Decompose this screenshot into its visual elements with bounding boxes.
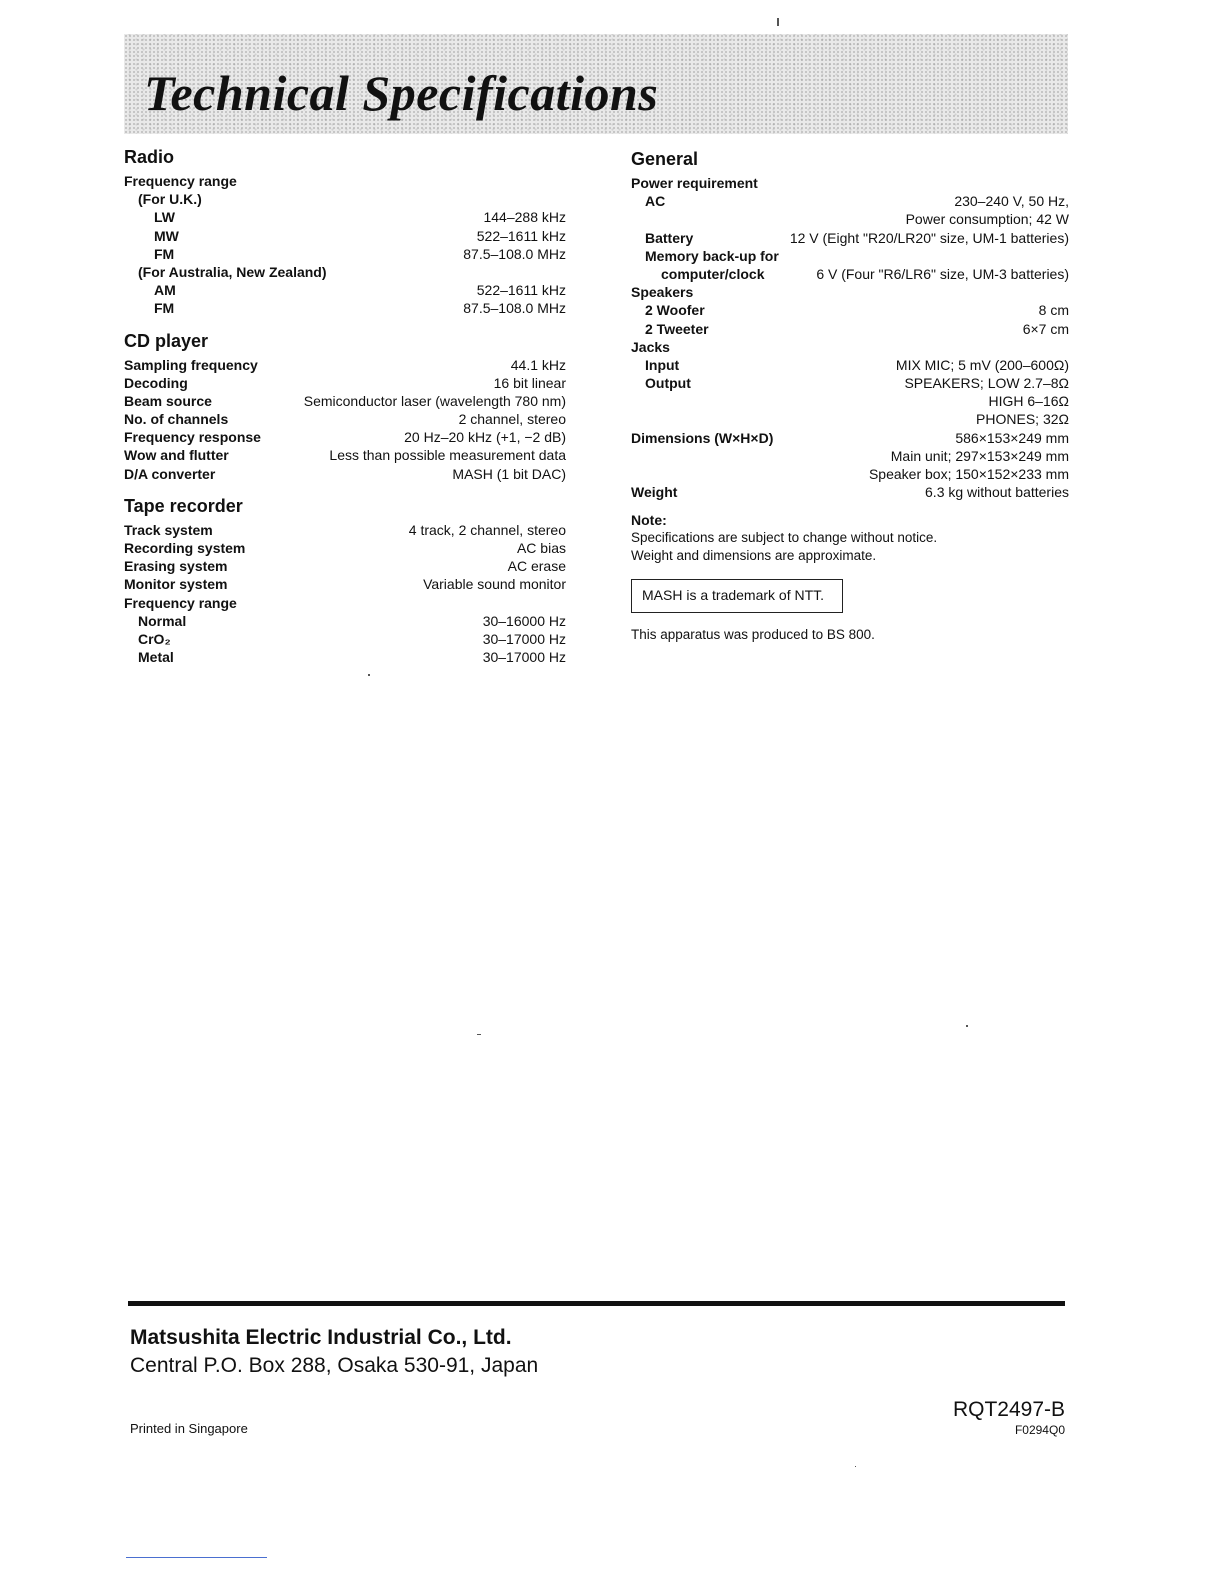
- spec-row: [631, 356, 1069, 374]
- spec-row: [124, 281, 566, 299]
- footer-rule: [128, 1301, 1065, 1306]
- spec-value: 230–240 V, 50 Hz,: [954, 193, 1069, 210]
- tape-recorder-heading: Tape recorder: [124, 495, 243, 516]
- spec-value: 144–288 kHz: [483, 209, 566, 226]
- spec-row: [124, 539, 566, 557]
- spec-value: HIGH 6–16Ω: [988, 393, 1069, 410]
- scan-speck: [966, 1025, 968, 1027]
- spec-row: [631, 320, 1069, 338]
- company-address: Central P.O. Box 288, Osaka 530-91, Japan: [130, 1354, 539, 1377]
- spec-row: [124, 392, 566, 410]
- spec-row: [124, 172, 566, 190]
- spec-label: MW: [154, 227, 179, 244]
- spec-value: 4 track, 2 channel, stereo: [408, 521, 566, 538]
- spec-value: 2 channel, stereo: [458, 411, 566, 428]
- spec-label: Frequency range: [124, 173, 237, 189]
- spec-row: [631, 447, 1069, 465]
- spec-row: [631, 392, 1069, 410]
- trademark-box: [631, 579, 843, 613]
- spec-value: 12 V (Eight "R20/LR20" size, UM-1 batteries): [789, 229, 1069, 246]
- spec-label: Sampling frequency: [124, 356, 258, 373]
- spec-value: SPEAKERS; LOW 2.7–8Ω: [904, 375, 1069, 392]
- spec-value: Less than possible measurement data: [329, 447, 566, 464]
- spec-row: [124, 594, 566, 612]
- spec-value: 87.5–108.0 MHz: [463, 300, 566, 317]
- spec-value: PHONES; 32Ω: [976, 411, 1069, 428]
- spec-value: AC erase: [507, 558, 566, 575]
- spec-value: 87.5–108.0 MHz: [463, 245, 566, 262]
- spec-label: Memory back-up for: [645, 247, 779, 264]
- spec-label: Battery: [645, 229, 694, 246]
- spec-value: 16 bit linear: [493, 374, 566, 391]
- spec-label: Frequency range: [124, 594, 237, 611]
- spec-row: [631, 192, 1069, 210]
- spec-value: 30–17000 Hz: [482, 630, 566, 647]
- spec-label: FM: [154, 300, 175, 317]
- document-subcode: F0294Q0: [1014, 1423, 1065, 1437]
- tape-recorder-spec-list: [124, 521, 566, 667]
- spec-row: [631, 429, 1069, 447]
- spec-value: 30–16000 Hz: [482, 612, 566, 629]
- cd-player-heading: CD player: [124, 330, 209, 351]
- spec-value: Main unit; 297×153×249 mm: [890, 447, 1069, 464]
- spec-value: 522–1611 kHz: [476, 227, 566, 244]
- spec-label: Beam source: [124, 392, 212, 409]
- spec-row: [124, 410, 566, 428]
- spec-label: Frequency response: [124, 429, 261, 446]
- spec-value: 6×7 cm: [1022, 320, 1069, 337]
- note-title: Note:: [631, 512, 667, 529]
- spec-label: LW: [154, 209, 175, 226]
- spec-label: Erasing system: [124, 558, 228, 575]
- note-line: Weight and dimensions are approximate.: [631, 548, 877, 564]
- spec-label: 2 Woofer: [645, 302, 705, 319]
- spec-value: MASH (1 bit DAC): [452, 465, 566, 482]
- spec-value: 522–1611 kHz: [476, 282, 566, 299]
- spec-row: [124, 208, 566, 226]
- spec-row: [124, 356, 566, 374]
- spec-label: Metal: [138, 649, 174, 666]
- spec-row: [631, 483, 1069, 501]
- trademark-text: MASH is a trademark of NTT.: [642, 587, 825, 604]
- scan-speck: [855, 1466, 856, 1467]
- radio-heading: Radio: [124, 147, 175, 167]
- spec-row: [124, 245, 566, 263]
- spec-row: [124, 227, 566, 245]
- spec-row: [124, 428, 566, 446]
- spec-value: MIX MIC; 5 mV (200–600Ω): [895, 356, 1069, 373]
- company-name: Matsushita Electric Industrial Co., Ltd.: [130, 1326, 512, 1349]
- spec-label: (For U.K.): [138, 191, 202, 208]
- spec-row: [631, 210, 1069, 228]
- spec-label: AM: [154, 282, 176, 299]
- spec-value: Power consumption; 42 W: [905, 211, 1069, 228]
- spec-value: Variable sound monitor: [423, 576, 566, 593]
- spec-label: Weight: [631, 484, 678, 501]
- scan-speck: [777, 18, 779, 26]
- spec-value: 586×153×249 mm: [955, 429, 1069, 446]
- spec-label: Track system: [124, 521, 213, 538]
- spec-label: Normal: [138, 612, 187, 629]
- spec-row: [124, 630, 566, 648]
- spec-value: AC bias: [516, 540, 566, 556]
- spec-row: [124, 299, 566, 317]
- spec-row: [124, 263, 566, 281]
- spec-label: FM: [154, 245, 175, 262]
- note-line: Specifications are subject to change without notice.: [631, 530, 938, 546]
- spec-label: Wow and flutter: [124, 447, 229, 464]
- spec-label: Power requirement: [631, 175, 758, 191]
- spec-row: [631, 338, 1069, 356]
- spec-label: (For Australia, New Zealand): [138, 263, 327, 280]
- spec-label: D/A converter: [124, 465, 216, 482]
- spec-value: 6 V (Four "R6/LR6" size, UM-3 batteries): [816, 265, 1069, 282]
- spec-row: [631, 247, 1069, 265]
- spec-value: Speaker box; 150×152×233 mm: [868, 466, 1069, 482]
- spec-row: [124, 465, 566, 483]
- spec-label: 2 Tweeter: [645, 320, 709, 337]
- spec-row: [124, 557, 566, 575]
- production-standard-text: This apparatus was produced to BS 800.: [631, 627, 875, 643]
- title-banner: [124, 34, 1068, 134]
- spec-value: 6.3 kg without batteries: [925, 484, 1069, 501]
- spec-label: Speakers: [631, 284, 694, 301]
- spec-row: [631, 174, 1069, 192]
- spec-row: [124, 575, 566, 593]
- spec-value: 44.1 kHz: [510, 356, 566, 373]
- spec-row: [124, 446, 566, 464]
- spec-label: AC: [645, 193, 666, 210]
- spec-row: [124, 190, 566, 208]
- spec-value: Semiconductor laser (wavelength 780 nm): [303, 392, 566, 409]
- spec-row: [631, 465, 1069, 483]
- spec-label: Monitor system: [124, 576, 228, 593]
- general-spec-list: [631, 174, 1069, 501]
- radio-spec-list: [124, 172, 566, 318]
- page-title: Technical Specifications: [144, 65, 659, 121]
- spec-row: [631, 410, 1069, 428]
- spec-row: [124, 648, 566, 666]
- spec-label: Input: [645, 356, 680, 373]
- scan-edge-line: [126, 1557, 267, 1558]
- document-code: RQT2497-B: [952, 1398, 1065, 1421]
- right-column: [631, 148, 1069, 642]
- spec-row: [124, 612, 566, 630]
- spec-label: Recording system: [124, 540, 246, 556]
- spec-row: [124, 521, 566, 539]
- scan-speck: [477, 1034, 481, 1035]
- spec-row: [124, 374, 566, 392]
- spec-value: 20 Hz–20 kHz (+1, −2 dB): [404, 429, 566, 446]
- spec-label: Dimensions (W×H×D): [631, 429, 774, 446]
- spec-row: [631, 229, 1069, 247]
- printed-in-text: Printed in Singapore: [130, 1421, 248, 1436]
- spec-label: Jacks: [631, 338, 670, 355]
- general-heading: General: [631, 149, 699, 169]
- spec-label: Output: [645, 375, 691, 392]
- cd-player-spec-list: [124, 356, 566, 483]
- spec-label: computer/clock: [661, 265, 765, 282]
- spec-value: 30–17000 Hz: [482, 649, 566, 666]
- spec-label: CrO₂: [138, 630, 171, 647]
- spec-label: No. of channels: [124, 411, 229, 428]
- scan-speck: [368, 674, 370, 676]
- left-column: [124, 146, 566, 666]
- spec-row: [631, 265, 1069, 283]
- spec-row: [631, 283, 1069, 301]
- spec-row: [631, 301, 1069, 319]
- spec-value: 8 cm: [1038, 302, 1069, 319]
- spec-label: Decoding: [124, 374, 188, 391]
- spec-row: [631, 374, 1069, 392]
